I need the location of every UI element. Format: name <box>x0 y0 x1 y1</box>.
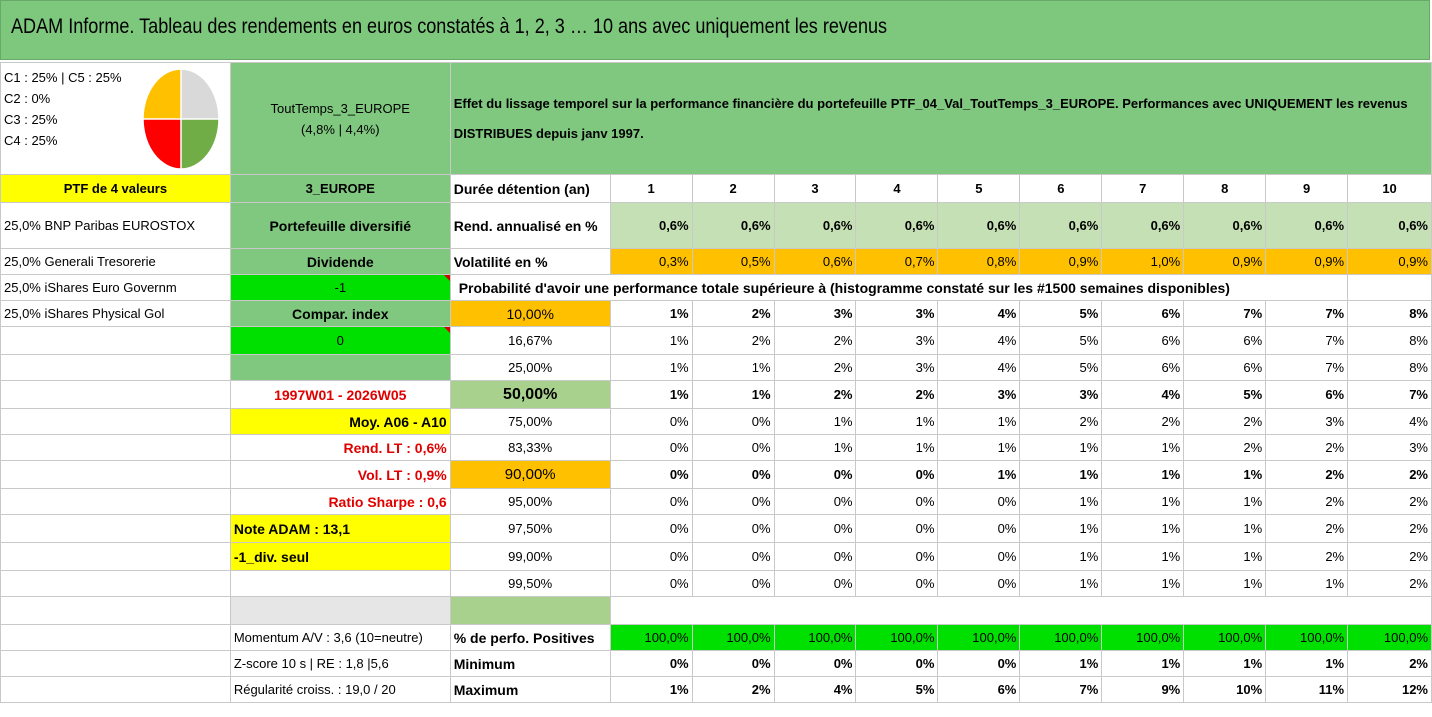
minus-one-value: -1 <box>334 280 347 295</box>
year-header: 9 <box>1266 175 1348 203</box>
max-value: 2% <box>692 677 774 703</box>
quantile-value: 2% <box>1020 409 1102 435</box>
pos-label: % de perfo. Positives <box>450 625 610 651</box>
vol-lt-label: Vol. LT : 0,9% <box>230 461 450 489</box>
period-label: 1997W01 - 2026W05 <box>230 381 450 409</box>
quantile-value: 2% <box>1348 515 1432 543</box>
empty-grey-cell <box>230 597 450 625</box>
max-value: 12% <box>1348 677 1432 703</box>
quantile-value: 1% <box>1020 435 1102 461</box>
quantile-value: 1% <box>856 409 938 435</box>
quantile-value: 3% <box>1020 381 1102 409</box>
empty-cell <box>1 355 231 381</box>
pos-value: 100,0% <box>856 625 938 651</box>
quantile-value: 1% <box>1020 571 1102 597</box>
rend-value: 0,6% <box>1266 203 1348 249</box>
quantile-value: 1% <box>692 381 774 409</box>
year-header: 2 <box>692 175 774 203</box>
empty-cell <box>1 381 231 409</box>
empty-green-cell <box>450 597 610 625</box>
rend-label: Rend. annualisé en % <box>450 203 610 249</box>
quantile-value: 6% <box>1102 301 1184 327</box>
quantile-value: 4% <box>938 301 1020 327</box>
max-value: 4% <box>774 677 856 703</box>
quantile-value: 1% <box>1020 543 1102 571</box>
rend-value: 0,6% <box>1020 203 1102 249</box>
min-value: 0% <box>856 651 938 677</box>
vol-value: 1,0% <box>1102 249 1184 275</box>
rend-value: 0,6% <box>1348 203 1432 249</box>
quantile-value: 0% <box>774 543 856 571</box>
quantile-value: 6% <box>1184 327 1266 355</box>
quantile-label: 99,50% <box>450 571 610 597</box>
quantile-value: 0% <box>610 409 692 435</box>
holding-4: 25,0% iShares Physical Gol <box>1 301 231 327</box>
allocation-pie-chart <box>141 67 221 171</box>
comment-marker <box>444 327 450 333</box>
pos-value: 100,0% <box>692 625 774 651</box>
quantile-value: 2% <box>692 327 774 355</box>
note-adam-label: Note ADAM : 13,1 <box>230 515 450 543</box>
max-value: 5% <box>856 677 938 703</box>
div-seul-label: -1_div. seul <box>230 543 450 571</box>
vol-value: 0,5% <box>692 249 774 275</box>
quantile-value: 2% <box>1348 461 1432 489</box>
quantile-value: 3% <box>1348 435 1432 461</box>
quantile-value: 0% <box>856 515 938 543</box>
quantile-value: 0% <box>774 461 856 489</box>
pos-value: 100,0% <box>774 625 856 651</box>
quantile-value: 1% <box>1102 543 1184 571</box>
quantile-value: 7% <box>1348 381 1432 409</box>
quantile-value: 1% <box>938 435 1020 461</box>
pos-value: 100,0% <box>610 625 692 651</box>
quantile-value: 1% <box>774 409 856 435</box>
max-value: 1% <box>610 677 692 703</box>
min-value: 0% <box>938 651 1020 677</box>
quantile-value: 2% <box>774 327 856 355</box>
quantile-label: 95,00% <box>450 489 610 515</box>
rend-value: 0,6% <box>856 203 938 249</box>
year-header: 5 <box>938 175 1020 203</box>
quantile-value: 1% <box>1020 515 1102 543</box>
quantile-value: 1% <box>1102 489 1184 515</box>
quantile-value: 3% <box>856 355 938 381</box>
quantile-value: 2% <box>1266 515 1348 543</box>
quantile-value: 4% <box>1348 409 1432 435</box>
quantile-value: 1% <box>610 381 692 409</box>
fund-name: ToutTemps_3_EUROPE <box>270 100 410 116</box>
quantile-value: 0% <box>692 543 774 571</box>
quantile-value: 0% <box>938 543 1020 571</box>
quantile-label: 75,00% <box>450 409 610 435</box>
max-value: 7% <box>1020 677 1102 703</box>
alloc-line: C4 : 25% <box>4 133 58 148</box>
empty-cell <box>1 543 231 571</box>
quantile-value: 8% <box>1348 301 1432 327</box>
quantile-value: 5% <box>1184 381 1266 409</box>
quantile-value: 5% <box>1020 355 1102 381</box>
year-header: 4 <box>856 175 938 203</box>
quantile-label: 10,00% <box>450 301 610 327</box>
rend-value: 0,6% <box>1102 203 1184 249</box>
minus-one-cell <box>230 275 450 301</box>
max-label: Maximum <box>450 677 610 703</box>
quantile-value: 0% <box>610 461 692 489</box>
quantile-value: 2% <box>692 301 774 327</box>
quantile-value: 1% <box>938 461 1020 489</box>
quantile-value: 2% <box>1184 409 1266 435</box>
quantile-value: 2% <box>1102 409 1184 435</box>
quantile-value: 1% <box>692 355 774 381</box>
alloc-line: C2 : 0% <box>4 91 51 106</box>
min-label: Minimum <box>450 651 610 677</box>
quantile-value: 0% <box>938 515 1020 543</box>
quantile-value: 3% <box>856 327 938 355</box>
quantile-value: 0% <box>692 571 774 597</box>
quantile-value: 1% <box>1184 515 1266 543</box>
alloc-line: C1 : 25% | C5 : 25% <box>4 70 122 85</box>
quantile-label: 25,00% <box>450 355 610 381</box>
quantile-value: 5% <box>1020 327 1102 355</box>
quantile-value: 1% <box>1266 571 1348 597</box>
empty-cell <box>230 571 450 597</box>
quantile-value: 1% <box>610 355 692 381</box>
quantile-label: 99,00% <box>450 543 610 571</box>
min-value: 1% <box>1266 651 1348 677</box>
fund-perf: (4,8% | 4,4%) <box>301 121 380 137</box>
quantile-value: 1% <box>1020 461 1102 489</box>
quantile-value: 0% <box>856 543 938 571</box>
duree-label: Durée détention (an) <box>450 175 610 203</box>
quantile-value: 2% <box>1348 489 1432 515</box>
quantile-value: 0% <box>774 515 856 543</box>
year-header: 6 <box>1020 175 1102 203</box>
quantile-value: 1% <box>1184 571 1266 597</box>
quantile-value: 0% <box>692 435 774 461</box>
quantile-value: 0% <box>692 409 774 435</box>
empty-cell <box>1 677 231 703</box>
empty-cell <box>1348 275 1432 301</box>
quantile-value: 7% <box>1266 301 1348 327</box>
quantile-value: 1% <box>1102 435 1184 461</box>
regularite-label: Régularité croiss. : 19,0 / 20 <box>230 677 450 703</box>
quantile-label: 50,00% <box>450 381 610 409</box>
quantile-value: 1% <box>1184 543 1266 571</box>
rend-lt-label: Rend. LT : 0,6% <box>230 435 450 461</box>
holding-2: 25,0% Generali Tresorerie <box>1 249 231 275</box>
quantile-value: 4% <box>1102 381 1184 409</box>
quantile-value: 2% <box>1266 543 1348 571</box>
quantile-value: 1% <box>938 409 1020 435</box>
min-value: 0% <box>692 651 774 677</box>
year-header: 3 <box>774 175 856 203</box>
empty-cell <box>1 571 231 597</box>
quantile-value: 1% <box>1184 489 1266 515</box>
comment-marker <box>444 275 450 281</box>
empty-cell <box>1 651 231 677</box>
compar-index-label: Compar. index <box>230 301 450 327</box>
quantile-value: 3% <box>774 301 856 327</box>
pos-value: 100,0% <box>1102 625 1184 651</box>
quantile-value: 5% <box>1020 301 1102 327</box>
quantile-value: 0% <box>610 489 692 515</box>
quantile-value: 1% <box>1020 489 1102 515</box>
quantile-value: 6% <box>1184 355 1266 381</box>
empty-cell <box>610 597 1431 625</box>
pos-value: 100,0% <box>938 625 1020 651</box>
description-cell <box>450 63 1431 175</box>
quantile-value: 2% <box>774 355 856 381</box>
fund-name-cell <box>230 63 450 175</box>
diversified-label: Portefeuille diversifié <box>230 203 450 249</box>
zero-cell <box>230 327 450 355</box>
quantile-value: 4% <box>938 327 1020 355</box>
vol-value: 0,9% <box>1266 249 1348 275</box>
pos-value: 100,0% <box>1020 625 1102 651</box>
quantile-value: 3% <box>938 381 1020 409</box>
empty-cell <box>1 435 231 461</box>
quantile-value: 8% <box>1348 327 1432 355</box>
quantile-value: 1% <box>856 435 938 461</box>
quantile-value: 6% <box>1102 327 1184 355</box>
quantile-value: 1% <box>610 327 692 355</box>
quantile-label: 16,67% <box>450 327 610 355</box>
quantile-value: 6% <box>1266 381 1348 409</box>
rend-value: 0,6% <box>1184 203 1266 249</box>
empty-cell <box>1 327 231 355</box>
quantile-value: 0% <box>610 571 692 597</box>
quantile-value: 4% <box>938 355 1020 381</box>
max-value: 11% <box>1266 677 1348 703</box>
min-value: 1% <box>1102 651 1184 677</box>
zero-value: 0 <box>336 333 344 348</box>
empty-cell <box>1 515 231 543</box>
year-header: 10 <box>1348 175 1432 203</box>
quantile-value: 0% <box>610 543 692 571</box>
quantile-value: 0% <box>856 489 938 515</box>
year-header: 7 <box>1102 175 1184 203</box>
quantile-value: 0% <box>938 489 1020 515</box>
min-value: 0% <box>610 651 692 677</box>
quantile-label: 90,00% <box>450 461 610 489</box>
year-header: 8 <box>1184 175 1266 203</box>
empty-cell <box>1 597 231 625</box>
quantile-value: 1% <box>774 435 856 461</box>
quantile-value: 3% <box>856 301 938 327</box>
ptf-label: PTF de 4 valeurs <box>1 175 231 203</box>
vol-value: 0,9% <box>1348 249 1432 275</box>
alloc-line: C3 : 25% <box>4 112 58 127</box>
quantile-label: 97,50% <box>450 515 610 543</box>
quantile-value: 2% <box>1266 435 1348 461</box>
vol-label: Volatilité en % <box>450 249 610 275</box>
rend-value: 0,6% <box>692 203 774 249</box>
year-header: 1 <box>610 175 692 203</box>
quantile-value: 0% <box>774 571 856 597</box>
quantile-value: 2% <box>1266 461 1348 489</box>
quantile-value: 2% <box>1184 435 1266 461</box>
holding-3: 25,0% iShares Euro Governm <box>1 275 231 301</box>
quantile-value: 0% <box>774 489 856 515</box>
quantile-value: 6% <box>1102 355 1184 381</box>
quantile-value: 7% <box>1184 301 1266 327</box>
region-label: 3_EUROPE <box>230 175 450 203</box>
empty-cell <box>1 461 231 489</box>
quantile-value: 0% <box>856 461 938 489</box>
vol-value: 0,9% <box>1020 249 1102 275</box>
quantile-value: 1% <box>1102 571 1184 597</box>
allocation-cell <box>1 63 231 175</box>
quantile-label: 83,33% <box>450 435 610 461</box>
momentum-label: Momentum A/V : 3,6 (10=neutre) <box>230 625 450 651</box>
description-text: Effet du lissage temporel sur la performance financière du portefeuille PTF_04_Val_ToutTemps_3_EUROPE. Performances avec UNIQUEMENT les revenus DISTRIBUES depuis janv 1997. <box>453 95 1408 141</box>
quantile-value: 2% <box>1348 543 1432 571</box>
empty-green-cell <box>230 355 450 381</box>
vol-value: 0,7% <box>856 249 938 275</box>
quantile-value: 7% <box>1266 327 1348 355</box>
quantile-value: 0% <box>856 571 938 597</box>
performance-table <box>0 62 1432 703</box>
min-value: 1% <box>1184 651 1266 677</box>
quantile-value: 0% <box>610 435 692 461</box>
quantile-value: 0% <box>692 515 774 543</box>
empty-cell <box>1 409 231 435</box>
quantile-value: 1% <box>1102 461 1184 489</box>
min-value: 2% <box>1348 651 1432 677</box>
quantile-value: 0% <box>610 515 692 543</box>
quantile-value: 0% <box>692 461 774 489</box>
report-title: ADAM Informe. Tableau des rendements en euros constatés à 1, 2, 3 … 10 ans avec uniquement les revenus <box>11 15 888 38</box>
quantile-value: 8% <box>1348 355 1432 381</box>
min-value: 1% <box>1020 651 1102 677</box>
vol-value: 0,3% <box>610 249 692 275</box>
quantile-value: 3% <box>1266 409 1348 435</box>
pos-value: 100,0% <box>1266 625 1348 651</box>
quantile-value: 2% <box>1348 571 1432 597</box>
max-value: 10% <box>1184 677 1266 703</box>
rend-value: 0,6% <box>938 203 1020 249</box>
quantile-value: 2% <box>856 381 938 409</box>
sharpe-label: Ratio Sharpe : 0,6 <box>230 489 450 515</box>
quantile-value: 2% <box>1266 489 1348 515</box>
pos-value: 100,0% <box>1348 625 1432 651</box>
empty-cell <box>1 625 231 651</box>
vol-value: 0,6% <box>774 249 856 275</box>
title-bar <box>0 0 1430 60</box>
quantile-value: 1% <box>1184 461 1266 489</box>
dividend-label: Dividende <box>230 249 450 275</box>
zscore-label: Z-score 10 s | RE : 1,8 |5,6 <box>230 651 450 677</box>
holding-1: 25,0% BNP Paribas EUROSTOX <box>1 203 231 249</box>
empty-cell <box>1 489 231 515</box>
max-value: 9% <box>1102 677 1184 703</box>
min-value: 0% <box>774 651 856 677</box>
rend-value: 0,6% <box>774 203 856 249</box>
quantile-value: 2% <box>774 381 856 409</box>
max-value: 6% <box>938 677 1020 703</box>
quantile-value: 1% <box>1102 515 1184 543</box>
quantile-value: 7% <box>1266 355 1348 381</box>
vol-value: 0,8% <box>938 249 1020 275</box>
quantile-value: 0% <box>692 489 774 515</box>
quantile-value: 1% <box>610 301 692 327</box>
pos-value: 100,0% <box>1184 625 1266 651</box>
proba-label: Probabilité d'avoir une performance totale supérieure à (histogramme constaté sur les #1500 semaines disponibles) <box>450 275 1347 301</box>
quantile-value: 0% <box>938 571 1020 597</box>
vol-value: 0,9% <box>1184 249 1266 275</box>
moy-label: Moy. A06 - A10 <box>230 409 450 435</box>
rend-value: 0,6% <box>610 203 692 249</box>
